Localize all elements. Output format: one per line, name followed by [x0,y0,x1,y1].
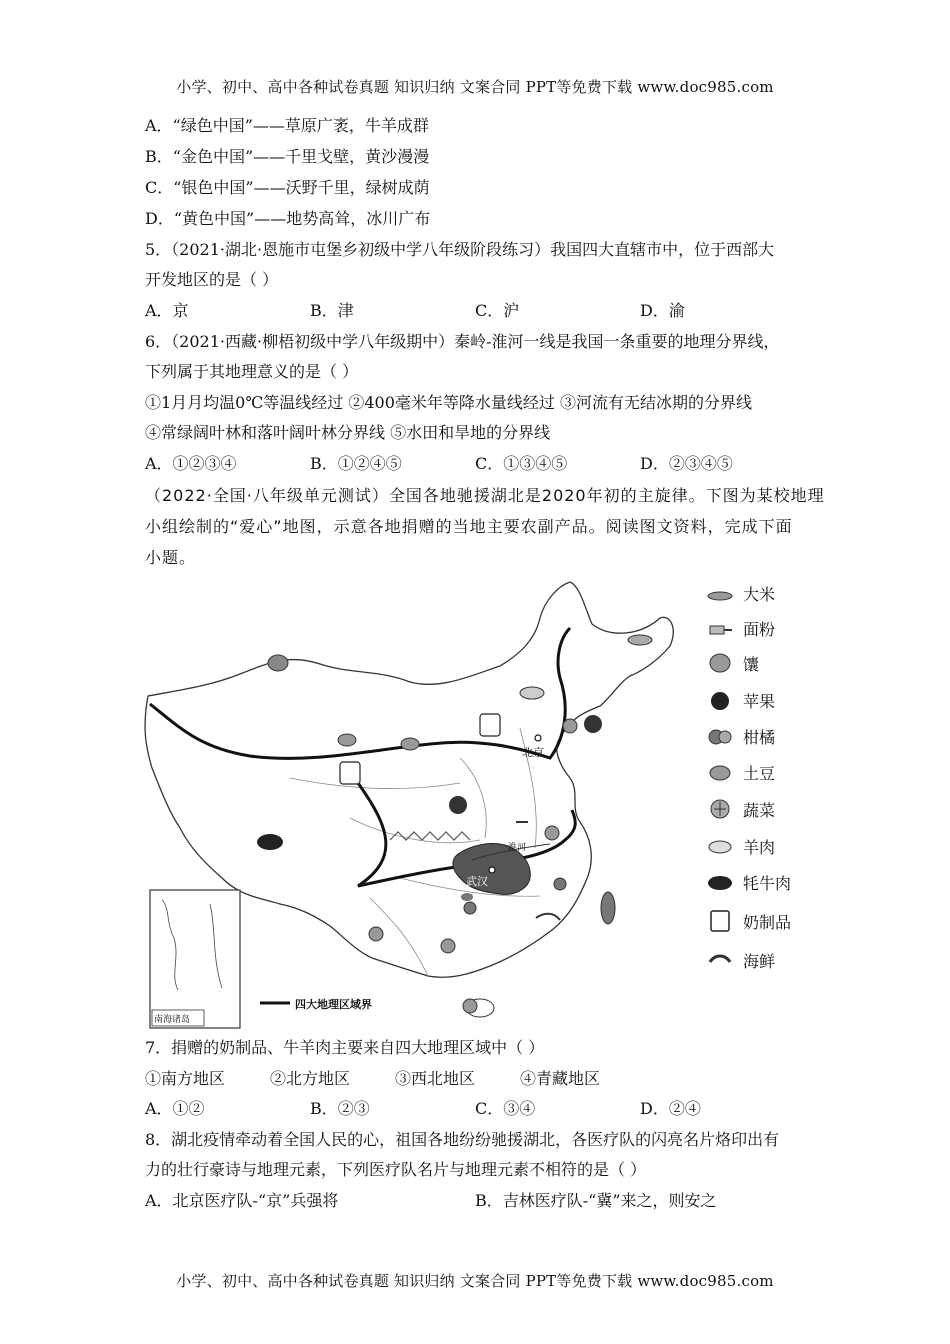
nang-icon [705,651,735,675]
shrimp-icon [705,948,735,972]
legend-flour: 面粉 [705,615,775,641]
q4-option-b: B．“金色中国”——千里戈壁，黄沙漫漫 [145,147,430,166]
q4-option-c: C．“银色中国”——沃野千里，绿树成荫 [145,178,430,197]
china-map-outline [140,578,700,1030]
legend-nang: 馕 [705,650,759,676]
q6-choices-line2: ④常绿阔叶林和落叶阔叶林分界线 ⑤水田和旱地的分界线 [145,423,551,442]
potato-icon [705,760,735,784]
boundary-legend-label: 四大地理区域界 [295,998,372,1011]
yak-icon [705,870,735,894]
q5-option-c: C．沪 [475,301,520,320]
legend-potato: 土豆 [705,759,775,785]
rice-icon [705,581,735,605]
china-donation-map [140,578,820,1030]
q7-choice-2: ②北方地区 [270,1069,351,1088]
intro-line1: （2022·全国·八年级单元测试）全国各地驰援湖北是2020年初的主旋律。下图为某校地理 [145,486,825,505]
intro-line2: 小组绘制的“爱心”地图，示意各地捐赠的当地主要农副产品。阅读图文资料，完成下面 [145,517,793,536]
legend-citrus: 柑橘 [705,723,775,749]
q6-stem-line1: 6．（2021·西藏·柳梧初级中学八年级期中）秦岭-淮河一线是我国一条重要的地理分界线， [145,332,780,351]
citrus-icon [705,724,735,748]
q7-choice-3: ③西北地区 [395,1069,476,1088]
intro-line3: 小题。 [145,548,197,567]
vegetable-icon [705,797,735,821]
q7-choice-1: ①南方地区 [145,1069,226,1088]
q6-choices-line1: ①1月月均温0℃等温线经过 ②400毫米年等降水量线经过 ③河流有无结冰期的分界线 [145,393,752,412]
beijing-label: 北京 [522,746,544,759]
legend-apple: 苹果 [705,687,775,713]
q7-option-a: A．①② [145,1099,205,1118]
wuhan-label: 武汉 [466,875,488,888]
q5-option-b: B．津 [310,301,354,320]
q6-stem-line2: 下列属于其地理意义的是（ ） [145,362,359,381]
legend-vegetable: 蔬菜 [705,796,775,822]
q6-option-d: D．②③④⑤ [640,454,733,473]
q8-option-b: B．吉林医疗队-“冀”来之，则安之 [475,1191,717,1210]
q5-stem-line2: 开发地区的是（ ） [145,270,279,289]
q8-stem-line1: 8．湖北疫情牵动着全国人民的心，祖国各地纷纷驰援湖北，各医疗队的闪亮名片烙印出有 [145,1130,780,1149]
q5-stem-line1: 5．（2021·湖北·恩施市屯堡乡初级中学八年级阶段练习）我国四大直辖市中，位于西部大 [145,240,775,259]
page-header: 小学、初中、高中各种试卷真题 知识归纳 文案合同 PPT等免费下载 www.doc985.com [176,78,774,96]
q7-stem: 7．捐赠的奶制品、牛羊肉主要来自四大地理区域中（ ） [145,1038,545,1057]
q8-option-a: A．北京医疗队-“京”兵强将 [145,1191,339,1210]
nanhai-label: 南海诸岛 [154,1015,191,1025]
apple-icon [705,688,735,712]
q7-option-d: D．②④ [640,1099,701,1118]
legend-dairy: 奶制品 [705,908,791,934]
q7-option-b: B．②③ [310,1099,370,1118]
sheep-icon [705,834,735,858]
legend-mutton: 羊肉 [705,833,775,859]
legend-rice: 大米 [705,580,775,606]
q6-option-b: B．①②④⑤ [310,454,402,473]
q4-option-a: A．“绿色中国”——草原广袤，牛羊成群 [145,116,429,135]
dairy-icon [705,909,735,933]
legend-yak-meat: 牦牛肉 [705,869,791,895]
flour-icon [705,616,735,640]
q6-option-a: A．①②③④ [145,454,237,473]
q7-option-c: C．③④ [475,1099,536,1118]
huaihe-label: 淮河 [508,843,527,853]
q7-choice-4: ④青藏地区 [520,1069,601,1088]
q5-option-a: A．京 [145,301,189,320]
q8-stem-line2: 力的壮行豪诗与地理元素，下列医疗队名片与地理元素不相符的是（ ） [145,1160,647,1179]
q4-option-d: D．“黄色中国”——地势高耸，冰川广布 [145,209,431,228]
legend-seafood: 海鲜 [705,947,775,973]
q6-option-c: C．①③④⑤ [475,454,568,473]
page-footer: 小学、初中、高中各种试卷真题 知识归纳 文案合同 PPT等免费下载 www.doc985.com [176,1272,774,1290]
q5-option-d: D．渝 [640,301,685,320]
